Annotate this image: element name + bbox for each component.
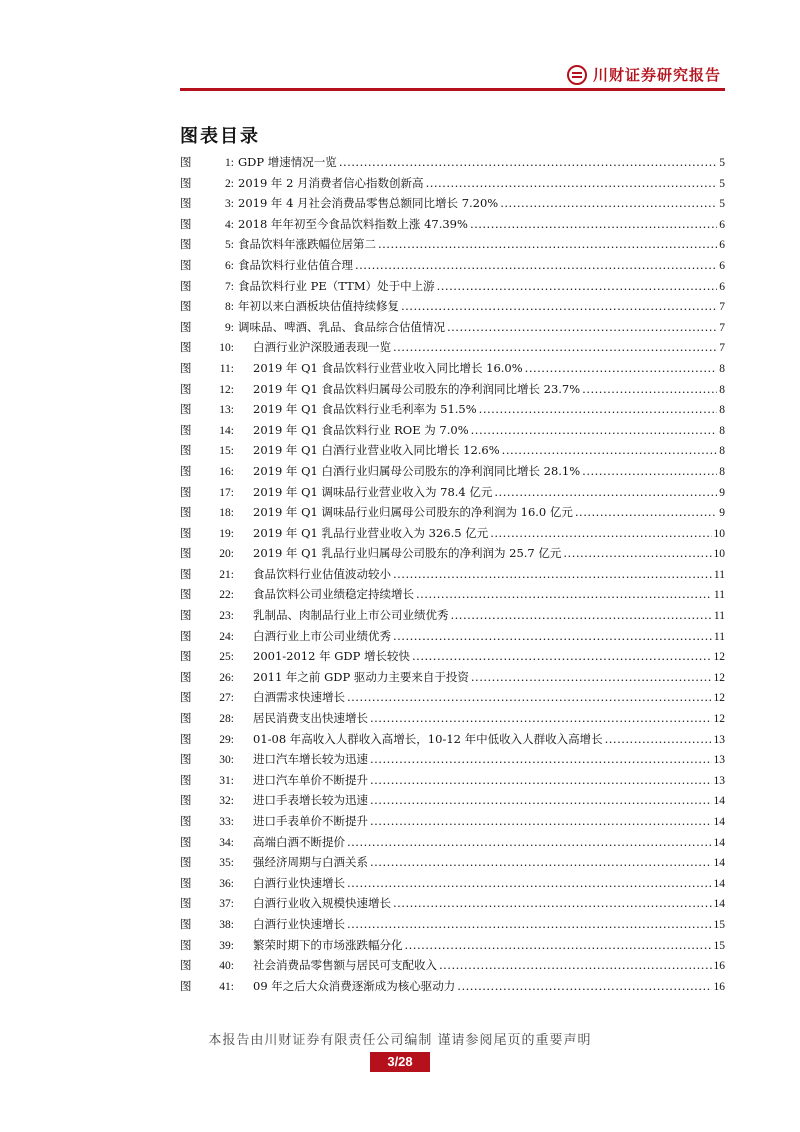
toc-entry-prefix: 图 (180, 340, 192, 355)
toc-dot-leader (437, 276, 718, 297)
toc-entry-prefix: 图 (180, 360, 192, 375)
toc-entry-page: 5 (719, 157, 725, 169)
toc-entry-page: 13 (713, 733, 725, 746)
toc-entry-page: 8 (719, 445, 725, 458)
toc-dot-leader (401, 296, 717, 317)
toc-entry[interactable] (180, 399, 725, 420)
toc-dot-leader (347, 832, 712, 853)
toc-entry-number: 15: (219, 445, 234, 458)
toc-dot-leader (439, 955, 712, 976)
toc-entry-title: 2019 年 Q1 食品饮料行业营业收入同比增长 16.0% (253, 360, 523, 375)
toc-entry-prefix: 图 (180, 875, 192, 890)
toc-entry-prefix: 图 (180, 916, 192, 931)
toc-entry[interactable] (180, 770, 725, 791)
toc-dot-leader (457, 976, 711, 997)
toc-entry-title: 白酒行业快速增长 (253, 916, 345, 931)
toc-entry-page: 5 (719, 177, 725, 190)
toc-entry-page: 15 (713, 918, 725, 931)
toc-entry-page: 8 (719, 465, 725, 478)
toc-entry-title: 居民消费支出快速增长 (253, 711, 368, 726)
toc-entry-prefix: 图 (180, 463, 192, 478)
toc-dot-leader (412, 646, 711, 667)
toc-dot-leader (347, 873, 712, 894)
toc-entry[interactable] (180, 193, 725, 214)
toc-entry-page: 8 (719, 424, 725, 437)
toc-entry[interactable] (180, 482, 725, 503)
toc-entry-title: 09 年之后大众消费逐渐成为核心驱动力 (253, 978, 456, 993)
toc-dot-leader (370, 790, 712, 811)
toc-entry-number: 7: (225, 280, 234, 293)
toc-entry-page: 10 (713, 527, 725, 540)
toc-entry-number: 25: (219, 651, 234, 664)
toc-entry-number: 22: (219, 589, 234, 602)
toc-entry-number: 9: (225, 321, 234, 334)
toc-entry[interactable] (180, 667, 725, 688)
toc-entry[interactable] (180, 440, 725, 461)
toc-entry-prefix: 图 (180, 669, 192, 684)
toc-dot-leader (339, 152, 717, 173)
toc-entry[interactable] (180, 502, 725, 523)
toc-entry-title: 2019 年 Q1 调味品行业归属母公司股东的净利润为 16.0 亿元 (253, 505, 573, 520)
toc-entry-title: 进口手表增长较为迅速 (253, 793, 368, 808)
toc-entry-number: 32: (219, 795, 234, 808)
toc-entry[interactable] (180, 358, 725, 379)
toc-entry[interactable] (180, 790, 725, 811)
toc-entry-page: 13 (713, 754, 725, 767)
toc-entry-page: 11 (713, 568, 725, 581)
toc-entry-prefix: 图 (180, 484, 192, 499)
page-number-badge: 3/28 (370, 1052, 430, 1072)
toc-entry-prefix: 图 (180, 958, 192, 973)
toc-entry-number: 10: (219, 342, 234, 355)
toc-entry[interactable] (180, 276, 725, 297)
toc-entry-page: 9 (719, 486, 725, 499)
toc-entry-number: 41: (219, 980, 234, 993)
toc-dot-leader (582, 379, 717, 400)
toc-entry-page: 7 (719, 301, 725, 314)
toc-dot-leader (405, 935, 712, 956)
toc-dot-leader (355, 255, 717, 276)
toc-entry-number: 40: (219, 960, 234, 973)
toc-entry-title: 食品饮料年涨跌幅位居第二 (238, 237, 376, 252)
toc-entry[interactable] (180, 811, 725, 832)
toc-dot-leader (479, 399, 718, 420)
toc-entry-title: 白酒行业上市公司业绩优秀 (253, 628, 391, 643)
toc-entry[interactable] (180, 955, 725, 976)
toc-entry-page: 6 (719, 259, 725, 272)
toc-entry[interactable] (180, 543, 725, 564)
toc-entry-prefix: 图 (180, 381, 192, 396)
toc-entry-title: 2019 年 Q1 食品饮料行业毛利率为 51.5% (253, 402, 477, 417)
toc-entry-number: 3: (225, 198, 234, 211)
toc-entry-prefix: 图 (180, 978, 192, 993)
toc-entry[interactable] (180, 173, 725, 194)
toc-entry-page: 8 (719, 383, 725, 396)
toc-entry[interactable] (180, 296, 725, 317)
toc-entry-page: 8 (719, 362, 725, 375)
toc-entry-number: 13: (219, 404, 234, 417)
toc-dot-leader (378, 234, 717, 255)
toc-entry-page: 15 (713, 939, 725, 952)
toc-entry-title: 年初以来白酒板块估值持续修复 (238, 299, 399, 314)
toc-dot-leader (370, 852, 712, 873)
toc-entry[interactable] (180, 255, 725, 276)
toc-entry-prefix: 图 (180, 422, 192, 437)
toc-dot-leader (525, 358, 718, 379)
toc-dot-leader (471, 667, 712, 688)
toc-entry-page: 9 (719, 507, 725, 520)
toc-entry-prefix: 图 (180, 628, 192, 643)
toc-entry[interactable] (180, 605, 725, 626)
toc-entry-number: 12: (219, 383, 234, 396)
toc-entry-page: 16 (713, 960, 725, 973)
toc-entry[interactable] (180, 976, 725, 997)
toc-entry[interactable] (180, 420, 725, 441)
toc-entry-title: 2019 年 Q1 白酒行业归属母公司股东的净利润同比增长 28.1% (253, 463, 581, 478)
toc-entry-prefix: 图 (180, 546, 192, 561)
toc-entry-title: GDP 增速情况一览 (238, 155, 337, 169)
toc-entry-page: 11 (713, 630, 725, 643)
toc-entry[interactable] (180, 584, 725, 605)
toc-entry-number: 5: (225, 239, 234, 252)
toc-entry-number: 38: (219, 918, 234, 931)
toc-entry-number: 14: (219, 424, 234, 437)
toc-entry[interactable] (180, 646, 725, 667)
toc-dot-leader (347, 914, 712, 935)
toc-entry-title: 2019 年 2 月消费者信心指数创新高 (238, 175, 424, 190)
toc-entry-prefix: 图 (180, 752, 192, 767)
toc-entry-page: 16 (713, 980, 725, 993)
toc-entry-number: 35: (219, 857, 234, 870)
toc-dot-leader (605, 729, 712, 750)
toc-entry-page: 12 (713, 651, 725, 664)
toc-entry-number: 28: (219, 713, 234, 726)
toc-entry-page: 7 (719, 342, 725, 355)
toc-entry-title: 2019 年 Q1 白酒行业营业收入同比增长 12.6% (253, 443, 500, 458)
toc-entry-number: 19: (219, 527, 234, 540)
toc-entry-prefix: 图 (180, 525, 192, 540)
toc-entry-prefix: 图 (180, 855, 192, 870)
report-header-brand (567, 64, 721, 85)
toc-entry-title: 进口汽车增长较为迅速 (253, 752, 368, 767)
toc-entry[interactable] (180, 729, 725, 750)
toc-entry-prefix: 图 (180, 155, 192, 169)
toc-entry-page: 14 (713, 877, 725, 890)
toc-entry-prefix: 图 (180, 278, 192, 293)
toc-entry-title: 进口汽车单价不断提升 (253, 772, 368, 787)
toc-entry-prefix: 图 (180, 175, 192, 190)
toc-entry-title: 2011 年之前 GDP 驱动力主要来自于投资 (253, 669, 469, 684)
toc-dot-leader (447, 317, 717, 338)
toc-entry-prefix: 图 (180, 402, 192, 417)
toc-dot-leader (500, 193, 717, 214)
toc-dot-leader (370, 708, 712, 729)
toc-entry[interactable] (180, 852, 725, 873)
toc-entry[interactable] (180, 687, 725, 708)
toc-entry-title: 繁荣时期下的市场涨跌幅分化 (253, 937, 403, 952)
toc-entry-page: 10 (713, 548, 725, 561)
toc-entry-number: 37: (219, 898, 234, 911)
toc-entry-prefix: 图 (180, 505, 192, 520)
toc-entry-prefix: 图 (180, 587, 192, 602)
toc-dot-leader (575, 502, 717, 523)
toc-entry-title: 2019 年 Q1 乳品行业归属母公司股东的净利润为 25.7 亿元 (253, 546, 562, 561)
toc-dot-leader (393, 564, 712, 585)
toc-entry-page: 6 (719, 218, 725, 231)
toc-entry[interactable] (180, 337, 725, 358)
toc-entry-number: 8: (225, 301, 234, 314)
toc-entry[interactable] (180, 379, 725, 400)
toc-entry-number: 11: (219, 362, 234, 375)
toc-entry-page: 6 (719, 280, 725, 293)
toc-dot-leader (370, 749, 712, 770)
toc-entry-prefix: 图 (180, 196, 192, 211)
toc-entry-prefix: 图 (180, 216, 192, 231)
toc-entry-title: 2019 年 4 月社会消费品零售总额同比增长 7.20% (238, 196, 499, 211)
toc-entry-title: 乳制品、肉制品行业上市公司业绩优秀 (253, 608, 449, 623)
toc-entry-page: 14 (713, 857, 725, 870)
toc-entry[interactable] (180, 461, 725, 482)
toc-entry-title: 高端白酒不断提价 (253, 834, 345, 849)
toc-dot-leader (426, 173, 718, 194)
toc-entry-number: 26: (219, 671, 234, 684)
toc-entry-prefix: 图 (180, 566, 192, 581)
toc-entry-number: 30: (219, 754, 234, 767)
toc-entry-title: 2019 年 Q1 食品饮料行业 ROE 为 7.0% (253, 422, 469, 437)
toc-entry-number: 2: (225, 177, 234, 190)
toc-entry-page: 13 (713, 774, 725, 787)
toc-entry-title: 白酒行业快速增长 (253, 875, 345, 890)
toc-entry[interactable] (180, 914, 725, 935)
footer-disclaimer: 本报告由川财证券有限责任公司编制 谨请参阅尾页的重要声明 (208, 1033, 592, 1048)
toc-entry-prefix: 图 (180, 690, 192, 705)
toc-entry[interactable] (180, 893, 725, 914)
toc-dot-leader (471, 420, 718, 441)
toc-entry-number: 1: (225, 157, 234, 169)
toc-entry[interactable] (180, 749, 725, 770)
toc-entry-title: 进口手表单价不断提升 (253, 814, 368, 828)
toc-entry[interactable] (180, 935, 725, 956)
toc-entry-title: 2019 年 Q1 食品饮料归属母公司股东的净利润同比增长 23.7% (253, 381, 581, 396)
toc-entry-prefix: 图 (180, 319, 192, 334)
toc-entry-title: 2018 年年初至今食品饮料指数上涨 47.39% (238, 216, 468, 231)
toc-title: 图表目录 (180, 126, 260, 147)
toc-entry-title: 2019 年 Q1 乳品行业营业收入为 326.5 亿元 (253, 525, 489, 540)
toc-entry-prefix: 图 (180, 731, 192, 746)
toc-entry-page: 12 (713, 671, 725, 684)
toc-dot-leader (494, 482, 717, 503)
header-divider (180, 88, 725, 91)
toc-entry[interactable] (180, 234, 725, 255)
toc-entry-number: 18: (219, 507, 234, 520)
toc-entry[interactable] (180, 317, 725, 338)
toc-dot-leader (393, 893, 712, 914)
toc-entry-title: 社会消费品零售额与居民可支配收入 (253, 958, 437, 973)
toc-dot-leader (370, 770, 712, 791)
toc-entry-prefix: 图 (180, 711, 192, 726)
toc-dot-leader (416, 584, 712, 605)
toc-entry-number: 39: (219, 939, 234, 952)
toc-dot-leader (490, 523, 711, 544)
toc-entry-title: 白酒需求快速增长 (253, 690, 345, 705)
toc-dot-leader (451, 605, 712, 626)
toc-entry-title: 2019 年 Q1 调味品行业营业收入为 78.4 亿元 (253, 484, 493, 499)
brand-name: 川财证券研究报告 (593, 66, 722, 84)
toc-entry-title: 调味品、啤酒、乳品、食品综合估值情况 (238, 319, 445, 334)
toc-entry-number: 6: (225, 259, 234, 272)
toc-entry-prefix: 图 (180, 814, 192, 828)
toc-entry-page: 11 (713, 610, 725, 623)
toc-entry-title: 白酒行业沪深股通表现一览 (253, 340, 391, 355)
toc-entry-prefix: 图 (180, 896, 192, 911)
toc-entry-prefix: 图 (180, 937, 192, 952)
toc-entry-page: 14 (713, 898, 725, 911)
toc-entry-page: 8 (719, 404, 725, 417)
toc-entry-page: 7 (719, 321, 725, 334)
toc-dot-leader (563, 543, 711, 564)
toc-entry-number: 34: (219, 836, 234, 849)
toc-entry-page: 12 (713, 692, 725, 705)
toc-entry-page: 5 (719, 198, 725, 211)
toc-entry-title: 食品饮料行业 PE（TTM）处于中上游 (238, 278, 435, 293)
toc-entry-number: 24: (219, 630, 234, 643)
toc-entry-page: 14 (713, 836, 725, 849)
toc-entry[interactable] (180, 564, 725, 585)
toc-entry-page: 6 (719, 239, 725, 252)
toc-entry-prefix: 图 (180, 834, 192, 849)
toc-entry[interactable] (180, 708, 725, 729)
toc-entry-number: 17: (219, 486, 234, 499)
toc-entry-title: 2001-2012 年 GDP 增长较快 (253, 649, 411, 664)
toc-entry-page: 14 (713, 795, 725, 808)
toc-dot-leader (502, 440, 718, 461)
toc-entry-prefix: 图 (180, 299, 192, 314)
toc-entry-prefix: 图 (180, 649, 192, 664)
toc-dot-leader (370, 811, 712, 832)
chuancai-logo-icon (567, 65, 587, 85)
toc-entry-number: 21: (219, 568, 234, 581)
toc-entry-page: 14 (713, 816, 725, 828)
toc-entry-title: 01-08 年高收入人群收入高增长，10-12 年中低收入人群收入高增长 (253, 731, 603, 746)
toc-entry-title: 食品饮料行业估值波动较小 (253, 566, 391, 581)
toc-entry[interactable] (180, 626, 725, 647)
toc-entry-title: 食品饮料行业估值合理 (238, 257, 353, 272)
toc-entry-prefix: 图 (180, 608, 192, 623)
toc-entry-number: 29: (219, 733, 234, 746)
toc-entry-number: 20: (219, 548, 234, 561)
toc-entry-prefix: 图 (180, 257, 192, 272)
toc-entry[interactable] (180, 873, 725, 894)
toc-entry-title: 白酒行业收入规模快速增长 (253, 896, 391, 911)
toc-entry-number: 16: (219, 465, 234, 478)
toc-entry-number: 27: (219, 692, 234, 705)
toc-entry-title: 食品饮料公司业绩稳定持续增长 (253, 587, 414, 602)
toc-entry[interactable] (180, 152, 725, 173)
toc-entry-number: 4: (225, 218, 234, 231)
toc-entry-prefix: 图 (180, 793, 192, 808)
figure-toc-list (180, 152, 725, 996)
toc-dot-leader (347, 687, 712, 708)
toc-entry-prefix: 图 (180, 443, 192, 458)
toc-dot-leader (470, 214, 717, 235)
toc-entry-title: 强经济周期与白酒关系 (253, 855, 368, 870)
toc-entry-prefix: 图 (180, 772, 192, 787)
toc-entry-page: 11 (713, 589, 725, 602)
toc-entry[interactable] (180, 832, 725, 853)
toc-entry-number: 23: (219, 610, 234, 623)
toc-dot-leader (582, 461, 717, 482)
toc-entry-prefix: 图 (180, 237, 192, 252)
toc-entry-number: 33: (219, 816, 234, 828)
toc-dot-leader (393, 337, 717, 358)
toc-entry[interactable] (180, 214, 725, 235)
toc-dot-leader (393, 626, 712, 647)
toc-entry-number: 36: (219, 877, 234, 890)
toc-entry-page: 12 (713, 713, 725, 726)
toc-entry-number: 31: (219, 774, 234, 787)
toc-entry[interactable] (180, 523, 725, 544)
